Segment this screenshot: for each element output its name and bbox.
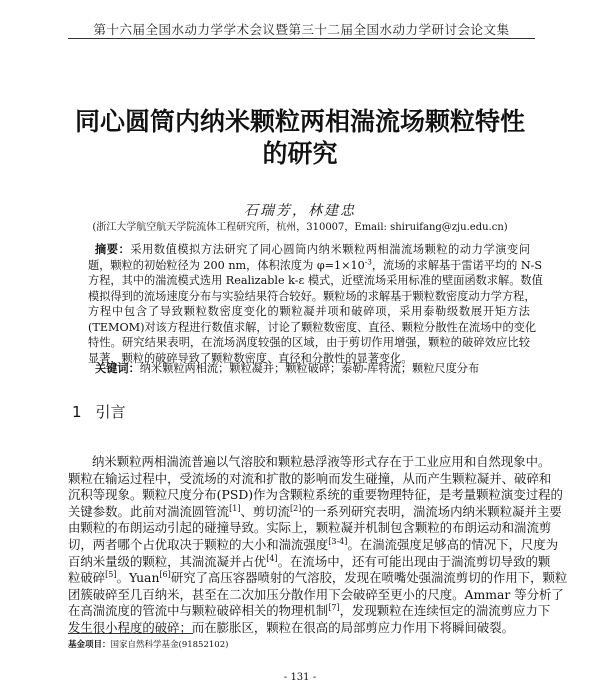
text-line: [68, 552, 551, 570]
citation-superscript: [7]: [328, 603, 340, 613]
text-line: [68, 601, 551, 619]
text-segment: 采用数值模拟方法研究了同心圆筒内纳米颗粒两相湍流场颗粒的动力学演变问: [130, 243, 530, 256]
text-line: [68, 535, 559, 553]
text-line: [95, 241, 530, 257]
text-line: [68, 568, 568, 586]
paper-title-line-2: 的研究: [262, 139, 338, 168]
text-segment: 的一系列研究表明，湍流场内纳米颗粒凝并主要: [301, 503, 562, 519]
citation-superscript: [5]: [105, 570, 117, 580]
text-segment: ，发现颗粒在连续恒定的湍流剪应力下: [339, 603, 551, 619]
text-segment: 团簇破碎至几百纳米，甚至在二次加压分散作用下会破碎至更小的尺度。Ammar 等分析了: [68, 586, 564, 602]
text-segment: 粒破碎: [68, 570, 106, 586]
text-segment: 在高湍流度的管流中与颗粒破碎相关的物理机制: [68, 603, 329, 619]
citation-superscript: -3: [364, 256, 372, 266]
header-rule: [68, 38, 535, 39]
footnote-label: 基金项目：: [68, 640, 111, 650]
abstract-label: 摘要：: [95, 243, 131, 256]
section-number: 1: [72, 403, 82, 421]
text-segment: 发生很小程度的破碎；而在膨胀区，颗粒在很高的局部剪应力作用下将瞬间破裂。: [68, 620, 515, 635]
citation-superscript: [2]: [290, 503, 302, 513]
text-segment: 关键参数。此前对湍流圆管流: [68, 503, 230, 519]
section-heading: [72, 401, 140, 422]
running-header: 第十六届全国水动力学学术会议暨第三十二届全国水动力学研讨会论文集: [93, 22, 510, 37]
affiliation: (浙江大学航空航天学院流体工程研究所，杭州，310007，Email: shiruifang@zju.edu.cn): [92, 222, 508, 233]
text-segment: 由颗粒的布朗运动引起的碰撞导致。实际上，颗粒凝并机制包含颗粒的布朗运动和湍流剪: [68, 520, 552, 536]
text-segment: 显著，颗粒的破碎导致了颗粒数密度、直径和分散性的显著变化。: [88, 351, 413, 365]
footnote-text: 国家自然科学基金(91852102): [110, 640, 229, 650]
text-segment: 纳米颗粒两相湍流普遍以气溶胶和颗粒悬浮液等形式存在于工业应用和自然现象中。: [92, 454, 551, 469]
text-line: [68, 585, 564, 603]
keywords: [95, 360, 479, 376]
citation-superscript: [3-4]: [328, 536, 348, 546]
footnote: [68, 638, 228, 650]
text-line: [88, 303, 530, 319]
authors: 石瑞芳，林建忠: [244, 203, 356, 219]
keywords-label: 关键词：: [95, 362, 140, 375]
citation-superscript: [1]: [229, 503, 241, 513]
text-segment: 特性。研究结果表明，在流场涡度较强的区域，由于剪切作用增强，颗粒的破碎效应比较: [88, 336, 530, 349]
text-segment: 颗粒在输运过程中，受流场的对流和扩散的影响而发生碰撞，从而产生颗粒凝并、破碎和: [68, 470, 552, 486]
text-segment: 研究了高压容器喷射的气溶胶，发现在喷嘴处强湍流剪切的作用下，颗粒: [170, 570, 568, 586]
keywords-text: 纳米颗粒两相流；颗粒凝并；颗粒破碎；泰勒-库特流；颗粒尺度分布: [139, 362, 480, 375]
text-segment: 方程中包含了导致颗粒数密度变化的颗粒凝并项和破碎项，采用泰勒级数展开矩方法: [88, 305, 530, 318]
section-title: 引言: [95, 403, 126, 421]
text-line: [68, 485, 563, 503]
text-segment: 模拟得到的流场速度分布与实验结果符合较好。颗粒场的求解基于颗粒数密度动力学方程，: [88, 289, 536, 303]
text-line: [88, 256, 543, 273]
text-segment: 切，两者哪个占优取决于颗粒的大小和湍流强度: [68, 537, 329, 552]
text-segment: ，流场的求解基于雷诺平均的 N-S: [371, 258, 543, 272]
citation-superscript: [4]: [266, 553, 278, 563]
text-line: [68, 469, 552, 487]
page-number: - 131 -: [283, 672, 317, 683]
citation-superscript: [6]: [159, 570, 171, 580]
text-segment: 题，颗粒的初始粒径为 200 nm，体积浓度为 φ=1×10: [88, 258, 365, 272]
text-line: [68, 518, 552, 536]
footnote-rule: [68, 633, 193, 634]
text-segment: 。在流场中，还有可能出现由于湍流剪切导致的颗: [277, 553, 551, 569]
text-segment: (TEMOM)对该方程进行数值求解，讨论了颗粒数密度、直径、颗粒分散性在流场中的变化: [88, 320, 537, 334]
text-line: [88, 288, 536, 304]
text-segment: 百纳米量级的颗粒，其湍流凝并占优: [68, 553, 267, 569]
text-line: [68, 502, 562, 520]
text-line: [88, 319, 537, 335]
text-line: [88, 272, 543, 288]
text-line: [88, 334, 530, 350]
text-line: [92, 452, 551, 470]
text-segment: 、剪切流: [240, 503, 291, 519]
text-segment: 沉积等现象。颗粒尺度分布(PSD)作为含颗粒系统的重要物理特征，是考量颗粒演变过程的: [68, 487, 563, 503]
paper-title-line-1: 同心圆筒内纳米颗粒两相湍流场颗粒特性: [74, 107, 525, 136]
text-segment: 方程，其中的湍流模式选用 Realizable k-ε 模式，近壁流场采用标准的壁面函数求解。数值: [88, 274, 543, 287]
text-segment: 。在湍流强度足够高的情况下，尺度为: [347, 537, 559, 552]
text-segment: 。Yuan: [116, 570, 160, 586]
